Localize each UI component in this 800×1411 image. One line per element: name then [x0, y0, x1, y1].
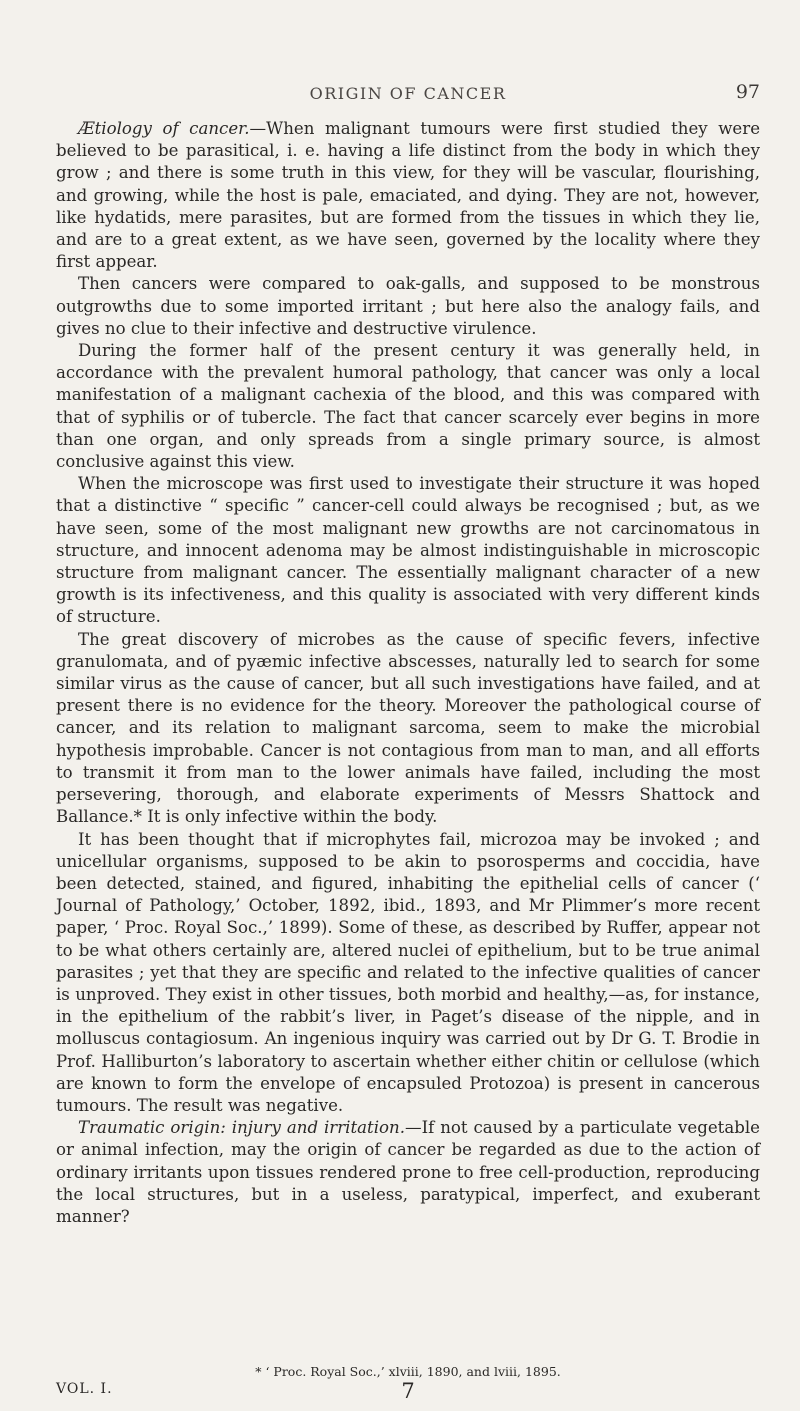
paragraph-lead: Traumatic origin: injury and irritation. [78, 1118, 405, 1138]
volume-signature: VOL. I. [56, 1381, 113, 1397]
paragraph [56, 340, 760, 473]
paragraph-text: The great discovery of microbes as the cause of specific fevers, infective granulomata, and of pyæmic infective abscesses, naturally led to search for some similar virus as the cause of cancer, but all such investigations have failed, and at present there is no evidence for the theory. Moreover the pathological course of cancer, and its relation to malignant sarcoma, seem to make the microbial hypothesis improbable. Cancer is not contagious from man to man, and all efforts to transmit it from man to the lower animals have failed, including the most persevering, thorough, and elaborate experiments of Messrs Shattock and Ballance.* It is only infective within the body. [56, 629, 760, 827]
paragraph [56, 1117, 760, 1228]
paragraph-text: It has been thought that if microphytes fail, microzoa may be invoked ; and unicellular organisms, supposed to be akin to psorosperms and coccidia, have been detected, stained, and figured, inhabiting the epithelial cells of cancer (‘ Journal of Pathology,’ October, 1892, ibid., 1893, and Mr Plimmer’s more recent paper, ‘ Proc. Royal Soc.,’ 1899). Some of these, as described by Ruffer, appear not to be what others certainly are, altered nuclei of epithelium, but to be true animal parasites ; yet that they are specific and related to the infective qualities of cancer is unproved. They exist in other tissues, both morbid and healthy,—as, for instance, in the epithelium of the rabbit’s liver, in Paget’s disease of the nipple, and in molluscus contagiosum. An ingenious inquiry was carried out by Dr G. T. Brodie in Prof. Halliburton’s laboratory to ascertain whether either chitin or cellulose (which are known to form the envelope of encapsuled Protozoa) is present in cancerous tumours. The result was negative. [56, 829, 760, 1115]
paragraph-text: When the microscope was first used to investigate their structure it was hoped that a distinctive “ specific ” cancer-cell could always be recognised ; but, as we have seen, some of the most malignant new growths are not carcinomatous in structure, and innocent adenoma may be almost indistinguishable in microscopic structure from malignant cancer. The essentially malignant character of a new growth is its infectiveness, and this quality is associated with very different kinds of structure. [56, 474, 760, 627]
paragraph [56, 829, 760, 1118]
paragraph-lead: Ætiology of cancer. [78, 119, 250, 138]
signature-mark: 7 [401, 1379, 415, 1403]
paragraph-text: Then cancers were compared to oak-galls, and supposed to be monstrous outgrowths due to some imported irritant ; but here also the analogy fails, and gives no clue to their infective and destructive virulence. [56, 274, 760, 338]
page-footer [56, 1381, 760, 1403]
page-header [56, 81, 760, 108]
footnote: * ‘ Proc. Royal Soc.,’ xlviii, 1890, and lviii, 1895. [255, 1364, 561, 1379]
body-text [56, 118, 760, 1228]
paragraph [56, 629, 760, 829]
page-number: 97 [735, 81, 760, 103]
paragraph-text: —When malignant tumours were first studied they were believed to be parasitical, i. e. having a life distinct from the body in which they grow ; and there is some truth in this view, for they will be vascular, flourishing, and growing, while the host is pale, emaciated, and dying. They are not, however, like hydatids, mere parasites, but are formed from the tissues in which they lie, and are to a great extent, as we have seen, governed by the locality where they first appear. [56, 119, 761, 272]
paragraph-text: During the former half of the present century it was generally held, in accordance with the prevalent humoral pathology, that cancer was only a local manifestation of a malignant cachexia of the blood, and this was compared with that of syphilis or of tubercle. The fact that cancer scarcely ever begins in more than one organ, and only spreads from a single primary source, is almost conclusive against this view. [56, 341, 760, 472]
paragraph [56, 273, 760, 340]
paragraph-text: —If not caused by a particulate vegetable or animal infection, may the origin of cancer be regarded as due to the action of ordinary irritants upon tissues rendered prone to free cell-production, reproducing the local structures, but in a useless, paratypical, imperfect, and exuberant manner? [56, 1118, 760, 1226]
paragraph [56, 118, 760, 273]
running-head: ORIGIN OF CANCER [309, 84, 507, 103]
paragraph [56, 473, 760, 628]
